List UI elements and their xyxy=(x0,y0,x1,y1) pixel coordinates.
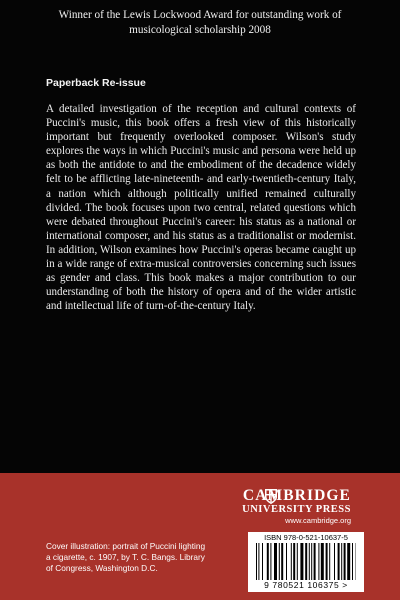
award-line-2: musicological scholarship 2008 xyxy=(129,24,271,36)
award-line-1: Winner of the Lewis Lockwood Award for outstanding work of xyxy=(58,9,342,21)
reissue-label: Paperback Re-issue xyxy=(46,77,146,89)
barcode-stripe xyxy=(300,543,303,580)
barcode-stripe xyxy=(321,543,324,580)
publisher-name: CAMBRIDGE xyxy=(242,487,351,504)
barcode-stripe xyxy=(341,543,342,580)
barcode-stripe xyxy=(305,543,307,580)
barcode-stripe xyxy=(314,543,316,580)
barcode-stripe xyxy=(279,543,280,580)
award-statement xyxy=(0,8,400,38)
barcode-stripe xyxy=(326,543,328,580)
publisher-subtitle: UNIVERSITY PRESS xyxy=(242,504,351,515)
barcode-stripe xyxy=(329,543,330,580)
barcode-stripe xyxy=(347,543,350,580)
cover-illustration-credit: Cover illustration: portrait of Puccini lighting a cigarette, c. 1907, by T. C. Bangs. Library of Congress, Washington D.C. xyxy=(46,541,206,573)
barcode-stripe xyxy=(262,543,263,580)
barcode-stripe xyxy=(293,543,295,580)
barcode-stripe xyxy=(270,543,271,580)
isbn-text: ISBN 978-0-521-10637-5 xyxy=(264,533,348,542)
barcode-stripe xyxy=(318,543,319,580)
barcode-stripe xyxy=(334,543,335,580)
barcode-icon xyxy=(256,543,356,580)
book-description: A detailed investigation of the reception and cultural contexts of Puccini's music, this book offers a fresh view of this historically important but frequently overlooked composer. Wilson's study explores the ways in which Puccini's music and persona were held up as both the antidote to and the embodiment of the decadence widely felt to be afflicting late-nineteenth- and early-twentieth-century Italy, a nation which although politically unified remained culturally divided. The book focuses upon two central, related questions which were debated throughout Puccini's career: his status as a national or international composer, and his status as a traditionalist or modernist. In addition, Wilson examines how Puccini's operas became caught up in a wide range of extra-musical controversies concerning such issues as gender and class. This book makes a major contribution to our understanding of both the history of opera and of the wider artistic and intellectual life of turn-of-the-century Italy. xyxy=(46,103,356,313)
barcode-stripe xyxy=(311,543,312,580)
barcode-stripe xyxy=(281,543,283,580)
barcode-stripe xyxy=(286,543,287,580)
barcode-stripe xyxy=(267,543,269,580)
barcode-stripe xyxy=(352,543,353,580)
barcode-stripe xyxy=(338,543,340,580)
barcode-stripe xyxy=(258,543,259,580)
publisher-url: www.cambridge.org xyxy=(285,516,351,525)
barcode-stripe xyxy=(309,543,310,580)
barcode-stripe xyxy=(274,543,277,580)
publisher-logo xyxy=(242,488,351,526)
barcode-number: 9 780521 106375 > xyxy=(264,580,348,590)
barcode-stripe xyxy=(297,543,298,580)
barcode-panel xyxy=(248,532,364,592)
barcode-stripe xyxy=(291,543,292,580)
barcode-stripe xyxy=(344,543,346,580)
barcode-stripe xyxy=(256,543,257,580)
